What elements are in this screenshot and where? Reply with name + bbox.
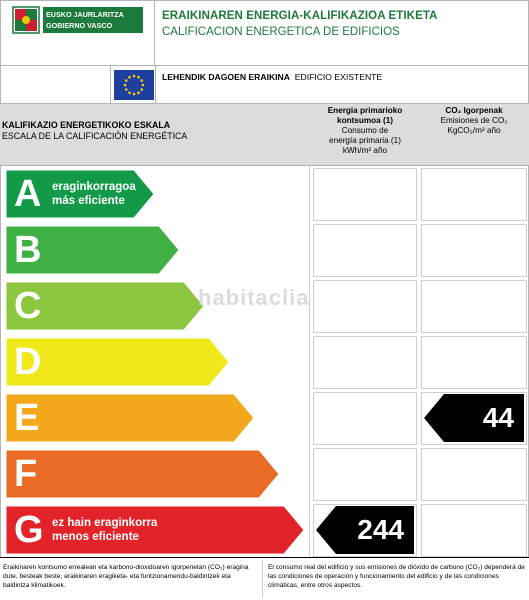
rating-description (52, 180, 136, 208)
energy-rating-badge-value: 244 (357, 514, 404, 545)
energy-header-line: energía primaria (1) (329, 136, 401, 145)
rating-letter: F (14, 453, 38, 495)
rating-row-f (0, 446, 529, 502)
rating-arrow-e (6, 394, 254, 442)
logo-area (0, 0, 155, 66)
arrow-fill (6, 394, 254, 442)
rating-arrow-c (6, 282, 204, 330)
arrow-shape (6, 394, 254, 442)
energy-cell (313, 448, 417, 501)
rating-row-e (0, 390, 529, 446)
co2-cell (421, 280, 527, 333)
rating-letter: C (14, 285, 42, 327)
energy-header-line: Consumo de (341, 126, 389, 135)
co2-cell (421, 336, 527, 389)
header (0, 0, 529, 66)
co2-cell (421, 448, 527, 501)
scale-title-es: ESCALA DE LA CALIFICACIÓN ENERGÉTICA (2, 131, 188, 141)
building-type-es: EDIFICIO EXISTENTE (294, 72, 383, 82)
rating-row-d (0, 334, 529, 390)
energy-cell (313, 280, 417, 333)
logo-text (43, 7, 143, 33)
rating-letter: B (14, 229, 42, 271)
footer-note-eu: Eraikinaren kontsumo errealean eta karbono-dioxidoaren igorpenetan (CO₂) eragina dute, besteak beste, eraikinaren eragiketa- eta funtzionamendu-baldintzek eta baldintza klimatikoek. (3, 564, 249, 589)
rating-row-a (0, 166, 529, 222)
rating-description-es: menos eficiente (52, 531, 139, 543)
rating-arrow-a (6, 170, 154, 218)
rating-letter: G (14, 509, 44, 551)
footer-divider (262, 560, 263, 598)
energy-column-header (312, 106, 418, 156)
energy-cell (313, 392, 417, 445)
footer-note-es: El consumo real del edificio y sus emisiones de dióxido de carbono (CO₂) dependerá de las condiciones de operación y funcionamiento del edificio y de las condiciones climáticas, entre otros aspectos. (268, 564, 525, 589)
page-title-eu: ERAIKINAREN ENERGIA-KALIFIKAZIOA ETIKETA (162, 10, 438, 22)
page-title-es: CALIFICACION ENERGETICA DE EDIFICIOS (162, 26, 400, 38)
energy-header-line: Energia primarioko (327, 106, 403, 115)
co2-cell (421, 504, 527, 557)
title-area (156, 0, 529, 66)
arrow-fill (6, 450, 279, 498)
scale-title-eu: KALIFIKAZIO ENERGETIKOKO ESKALA (2, 120, 171, 130)
energy-header-line: kontsumoa (1) (337, 116, 393, 125)
rating-description (52, 516, 157, 544)
rating-row-b (0, 222, 529, 278)
co2-header-line: Emisiones de CO₂ (440, 116, 508, 125)
arrow-shape (6, 450, 279, 498)
rating-arrow-f (6, 450, 279, 498)
co2-rating-badge-value: 44 (482, 402, 514, 433)
eu-flag-cell (110, 66, 156, 104)
energy-header-unit: kWh/m² año (342, 146, 388, 155)
co2-cell (421, 168, 527, 221)
energy-cell (313, 336, 417, 389)
coat-of-arms-icon (12, 6, 40, 34)
eu-flag-icon (114, 70, 154, 100)
rating-letter: E (14, 397, 40, 439)
rating-row-g (0, 502, 529, 558)
energy-cell (313, 224, 417, 277)
rating-arrow-d (6, 338, 229, 386)
co2-header-line: CO₂ Igorpenak (445, 106, 503, 115)
rating-arrow-g (6, 506, 304, 554)
rating-letter: D (14, 341, 42, 383)
footer (0, 557, 529, 600)
scale-title (2, 120, 307, 170)
rating-description-es: más eficiente (52, 195, 125, 207)
co2-cell (421, 224, 527, 277)
watermark: habitaclia (198, 285, 310, 310)
co2-column-header (420, 106, 528, 136)
co2-header-unit: KgCO₂/m² año (447, 126, 501, 135)
rating-arrow-b (6, 226, 179, 274)
building-type-label (162, 72, 382, 82)
rating-letter: A (14, 173, 42, 215)
co2-rating-badge (424, 394, 524, 442)
scale-header (0, 104, 529, 166)
rating-description-eu: ez hain eraginkorra (52, 517, 158, 529)
energy-cell (313, 168, 417, 221)
logo-text-es: GOBIERNO VASCO (46, 21, 113, 30)
building-type-eu: LEHENDIK DAGOEN ERAIKINA (162, 72, 290, 82)
energy-rating-badge (316, 506, 414, 554)
logo-text-eu: EUSKO JAURLARITZA (46, 10, 124, 19)
rating-description-eu: eraginkorragoa (52, 181, 136, 193)
